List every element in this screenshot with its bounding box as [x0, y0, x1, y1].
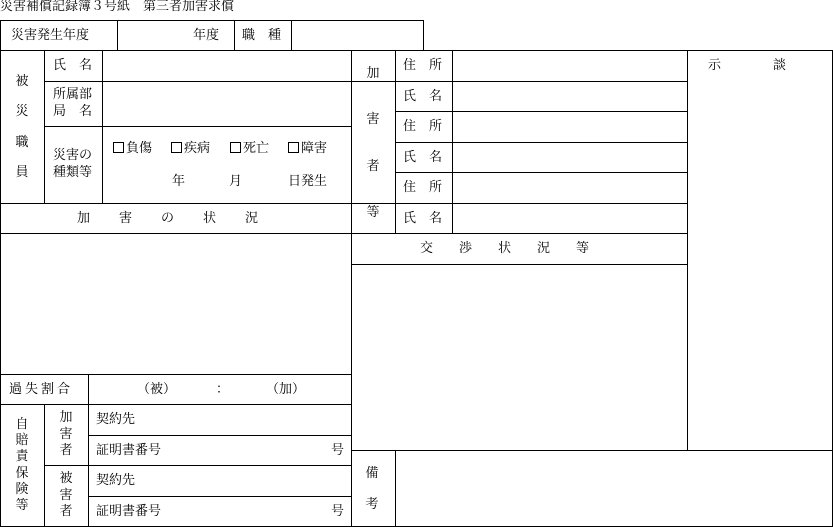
perpetrator-group-label: 加 害 者 等 [366, 66, 380, 220]
perpetrator-name-field-1[interactable] [453, 82, 686, 111]
perpetrator-address-label-1: 住 所 [403, 58, 443, 73]
perpetrator-name-field-3[interactable] [453, 204, 686, 233]
fault-victim-label[interactable]: （被） [137, 382, 177, 397]
rule [44, 404, 45, 527]
injury-type-label-2: 種類等 [53, 165, 93, 180]
occurrence-year-field[interactable] [118, 21, 188, 50]
rule [88, 435, 351, 436]
rule [44, 126, 351, 127]
insurance-group-label: 自 賠 責 保 険 等 [15, 417, 29, 513]
remarks-field[interactable] [396, 451, 831, 525]
rule [44, 465, 351, 466]
victim-name-field[interactable] [103, 51, 350, 80]
perpetrator-address-field-3[interactable] [453, 173, 686, 202]
rule [44, 50, 45, 204]
job-label: 職 種 [242, 28, 282, 43]
checkbox[interactable] [230, 142, 241, 153]
rule [423, 20, 424, 51]
harm-status-field[interactable] [1, 234, 350, 373]
perpetrator-cert-suffix: 号 [331, 443, 345, 458]
victim-dept-field[interactable] [103, 82, 350, 125]
fault-ratio-label: 過失割合 [9, 382, 74, 397]
perpetrator-contract-label: 契約先 [96, 412, 136, 427]
perpetrator-name-label-2: 氏 名 [403, 150, 443, 165]
victim-dept-label-1: 所属部 [53, 87, 93, 102]
perpetrator-address-field-2[interactable] [453, 112, 686, 141]
occurrence-year-label: 災害発生年度 [11, 28, 90, 43]
perpetrator-name-label-1: 氏 名 [403, 89, 443, 104]
victim-dept-label-2: 局 名 [53, 104, 93, 119]
rule [0, 404, 351, 405]
negotiation-heading: 交 渉 状 況 等 [420, 241, 590, 256]
victim-contract-label: 契約先 [96, 473, 136, 488]
option-disability[interactable]: 障害 [288, 141, 327, 157]
checkbox[interactable] [171, 142, 182, 153]
date-month-label: 月 [229, 174, 243, 189]
victim-cert-label: 証明書番号 [96, 504, 162, 519]
date-day-label: 日発生 [288, 174, 328, 189]
job-field[interactable] [292, 21, 422, 50]
negotiation-field[interactable] [352, 265, 686, 449]
date-year-label: 年 [172, 174, 186, 189]
rule [0, 374, 351, 375]
rule [395, 50, 396, 234]
victim-cert-suffix: 号 [331, 504, 345, 519]
insurance-perpetrator-label: 加 害 者 [59, 410, 73, 458]
form-title: 災害補償記録簿３号紙 第三者加害求償 [0, 0, 235, 14]
settlement-heading: 示 談 [708, 58, 787, 73]
fault-perpetrator-label[interactable]: （加） [266, 382, 306, 397]
perpetrator-address-field-1[interactable] [453, 51, 686, 80]
checkbox[interactable] [113, 142, 124, 153]
perpetrator-address-label-3: 住 所 [403, 180, 443, 195]
victim-name-label: 氏 名 [53, 58, 93, 73]
perpetrator-name-label-3: 氏 名 [403, 211, 443, 226]
perpetrator-cert-label: 証明書番号 [96, 443, 162, 458]
settlement-field[interactable] [688, 82, 831, 449]
harm-status-heading: 加 害 の 状 況 [77, 211, 260, 226]
injury-type-label-1: 災害の [53, 148, 93, 163]
fault-colon: ： [216, 382, 230, 397]
year-suffix: 年度 [193, 28, 220, 43]
rule [88, 374, 89, 527]
perpetrator-address-label-2: 住 所 [403, 119, 443, 134]
insurance-victim-label: 被 害 者 [59, 471, 73, 519]
victim-group-label: 被 災 職 員 [15, 74, 29, 180]
perpetrator-name-field-2[interactable] [453, 143, 686, 172]
remarks-label: 備 考 [365, 466, 379, 512]
checkbox[interactable] [288, 142, 299, 153]
option-illness[interactable]: 疾病 [171, 141, 210, 157]
option-death[interactable]: 死亡 [230, 141, 269, 157]
rule [234, 20, 235, 51]
option-injury[interactable]: 負傷 [113, 141, 152, 157]
rule [88, 496, 351, 497]
